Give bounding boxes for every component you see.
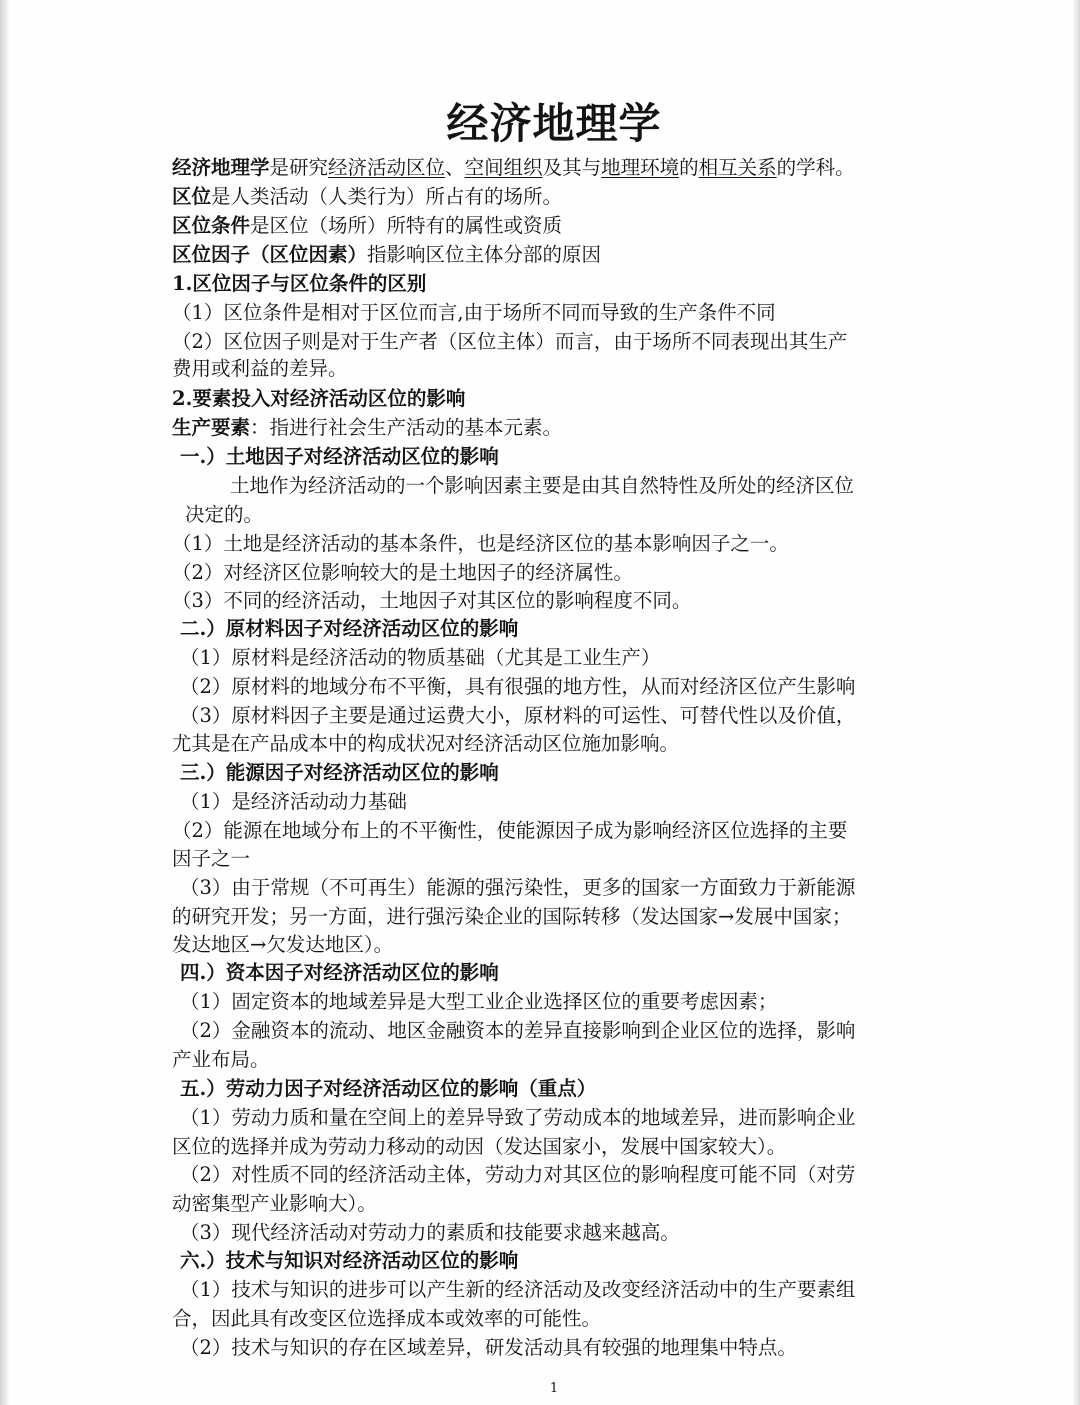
subsection-heading: 六.）技术与知识对经济活动区位的影响 [180, 1249, 519, 1272]
list-item: （2）对性质不同的经济活动主体，劳动力对其区位的影响程度可能不同（对劳 [180, 1163, 856, 1186]
list-item: （2）金融资本的流动、地区金融资本的差异直接影响到企业区位的选择，影响 [180, 1019, 856, 1042]
subsection-heading: 二.）原材料因子对经济活动区位的影响 [180, 617, 519, 640]
definition-text: ：指进行社会生产活动的基本元素。 [250, 416, 563, 439]
page-edge-shadow-right [1072, 0, 1080, 1405]
definition-text: 的学科。 [776, 156, 855, 179]
list-item: （2）技术与知识的存在区域差异，研发活动具有较强的地理集中特点。 [180, 1336, 797, 1359]
section-heading: 1.区位因子与区位条件的区别 [172, 272, 427, 295]
underlined-term: 空间组织 [464, 156, 543, 179]
page-title: 经济地理学 [446, 99, 662, 148]
list-item: （1）原材料是经济活动的物质基础（尤其是工业生产） [180, 646, 661, 669]
paragraph: 土地作为经济活动的一个影响因素主要是由其自然特性及所处的经济区位 [230, 474, 855, 497]
list-item-continuation: 费用或利益的差异。 [172, 357, 348, 380]
definition-text: 的 [679, 156, 699, 179]
definition-text: 是区位（场所）所特有的属性或资质 [250, 214, 563, 237]
subsection-heading: 五.）劳动力因子对经济活动区位的影响（重点） [180, 1077, 597, 1100]
page-number: 1 [549, 1381, 559, 1396]
list-item: （3）原材料因子主要是通过运费大小，原材料的可运性、可替代性以及价值， [180, 704, 856, 727]
definition-location [172, 183, 562, 211]
list-item: （1）是经济活动动力基础 [180, 790, 407, 813]
definition-text: 是人类活动（人类行为）所占有的场所。 [211, 185, 563, 208]
list-item: （2）对经济区位影响较大的是土地因子的经济属性。 [172, 561, 633, 584]
list-item: （1）固定资本的地域差异是大型工业企业选择区位的重要考虑因素； [180, 990, 778, 1013]
page-edge-shadow-left [0, 0, 10, 1405]
definition-location-condition [172, 212, 562, 240]
term-production-factor: 生产要素 [172, 416, 251, 439]
term-location-factor: 区位因子（区位因素） [172, 243, 368, 266]
list-item: （1）技术与知识的进步可以产生新的经济活动及改变经济活动中的生产要素组 [180, 1278, 856, 1301]
definition-text: 是研究 [269, 156, 329, 179]
list-item-continuation: 产业布局。 [172, 1048, 270, 1071]
list-item: （3）由于常规（不可再生）能源的强污染性，更多的国家一方面致力于新能源 [180, 876, 856, 899]
definition-text: 指影响区位主体分部的原因 [367, 243, 602, 266]
list-item-continuation: 发达地区→欠发达地区）。 [172, 933, 394, 956]
underlined-term: 经济活动区位 [328, 156, 446, 179]
list-item-continuation: 因子之一 [172, 847, 251, 870]
list-item: （1）劳动力质和量在空间上的差异导致了劳动成本的地域差异，进而影响企业 [180, 1106, 856, 1129]
list-item: （2）区位因子则是对于生产者（区位主体）而言，由于场所不同表现出其生产 [172, 330, 848, 353]
list-item-continuation: 合，因此具有改变区位选择成本或效率的可能性。 [172, 1307, 602, 1330]
list-item-continuation: 动密集型产业影响大）。 [172, 1192, 377, 1215]
term-location-condition: 区位条件 [172, 214, 251, 237]
list-item-continuation: 尤其是在产品成本中的构成状况对经济活动区位施加影响。 [172, 732, 680, 755]
subsection-heading: 三.）能源因子对经济活动区位的影响 [180, 761, 499, 784]
list-item: （2）能源在地域分布上的不平衡性，使能源因子成为影响经济区位选择的主要 [172, 819, 848, 842]
definition-production-factor [172, 414, 562, 442]
term-economic-geography: 经济地理学 [172, 156, 270, 179]
list-item: （1）区位条件是相对于区位而言,由于场所不同而导致的生产条件不同 [172, 301, 776, 324]
paragraph-continuation: 决定的。 [185, 503, 264, 526]
section-heading: 2.要素投入对经济活动区位的影响 [172, 387, 466, 410]
definition-location-factor [172, 241, 601, 269]
list-item-continuation: 的研究开发；另一方面，进行强污染企业的国际转移（发达国家→发展中国家； [172, 905, 852, 928]
underlined-term: 地理环境 [601, 156, 680, 179]
list-item-continuation: 区位的选择并成为劳动力移动的动因（发达国家小，发展中国家较大）。 [172, 1135, 787, 1158]
subsection-heading: 一.）土地因子对经济活动区位的影响 [180, 445, 499, 468]
definition-economic-geography [172, 154, 855, 182]
definition-text: 及其与 [542, 156, 602, 179]
definition-text: 、 [445, 156, 465, 179]
underlined-term: 相互关系 [698, 156, 777, 179]
list-item: （3）不同的经济活动，土地因子对其区位的影响程度不同。 [172, 589, 692, 612]
term-location: 区位 [172, 185, 212, 208]
subsection-heading: 四.）资本因子对经济活动区位的影响 [180, 961, 499, 984]
list-item: （2）原材料的地域分布不平衡，具有很强的地方性，从而对经济区位产生影响 [180, 675, 856, 698]
list-item: （1）土地是经济活动的基本条件，也是经济区位的基本影响因子之一。 [172, 532, 789, 555]
list-item: （3）现代经济活动对劳动力的素质和技能要求越来越高。 [180, 1221, 680, 1244]
